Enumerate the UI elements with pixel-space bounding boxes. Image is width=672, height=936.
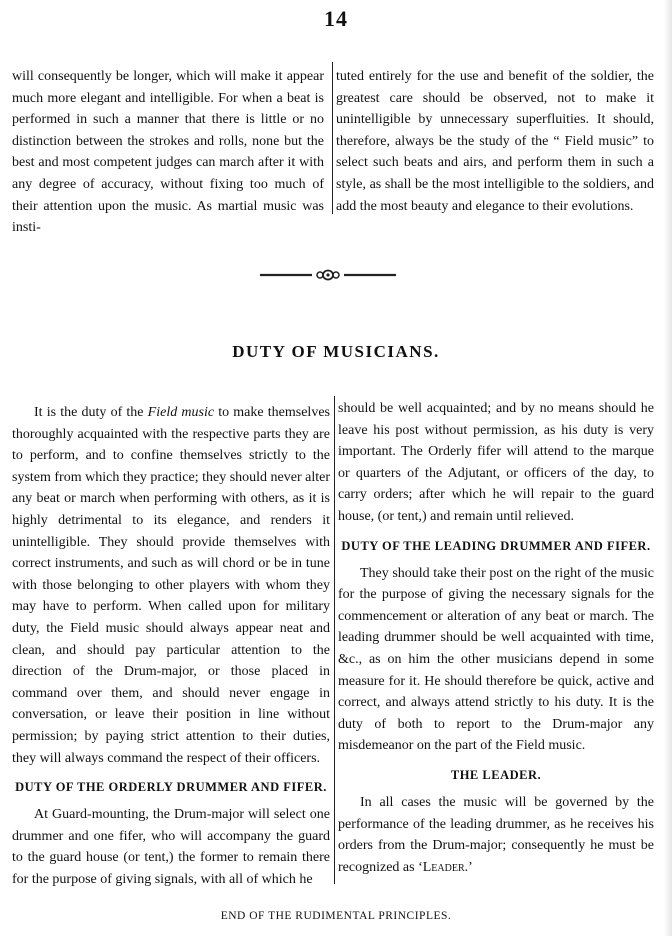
orderly-paragraph-end: should be well acquainted; and by no means should he leave his post without permission, as his duty is very important. The Orderly fifer will attend to the marque or quarters of the Adjutant, or officers of the day, to carry orders; after which he will repair to the guard house, (or tent,) and remain until relieved. xyxy=(338,401,654,524)
section-right-column xyxy=(338,398,654,878)
section-left-column xyxy=(12,402,330,890)
page-edge-shadow xyxy=(664,0,672,936)
field-music-emphasis: Field music xyxy=(147,405,215,420)
leader-paragraph xyxy=(338,792,654,878)
leader-text: In all cases the music will be governed by the performance of the leading drummer, as he receives his orders from the Drum-major; consequently he must be recognized as ‘ xyxy=(338,794,654,875)
ornamental-divider xyxy=(258,268,398,282)
leading-paragraph: They should take their post on the right of the music for the purpose of giving the necessary signals for the commencement or alteration of any beat or march. The leading drummer should be well acquainted with time, &c., as on him the other musicians depend in some measure for it. He should therefore be quick, active and correct, and always attend strictly to his duty. It is the duty of both to report to the Drum-major any misdemeanor on the part of the Field music. xyxy=(338,565,654,754)
section-title: DUTY OF MUSICIANS. xyxy=(232,342,440,361)
leading-heading: DUTY OF THE LEADING DRUMMER AND FIFER. xyxy=(341,538,651,553)
orderly-paragraph-start: At Guard-mounting, the Drum-major will select one drummer and one fifer, who will accompany the guard to the guard house (or tent,) the former to remain there for the purpose of giving signals, with all of which he xyxy=(12,807,330,887)
page-number: 14 xyxy=(324,6,348,31)
top-left-paragraph: will consequently be longer, which will make it appear much more elegant and intelligible. For when a beat is performed in such a manner that there is little or no distinction between the strokes and rolls, none but the best and most competent judges can march after it with any degree of accuracy, without fixing too much of their attention upon the music. As martial music was insti- xyxy=(12,69,324,236)
top-left-column xyxy=(12,66,324,239)
intro-paragraph xyxy=(12,402,330,769)
leader-word: Leader xyxy=(422,859,465,875)
top-right-column xyxy=(336,66,654,217)
leader-text-end: .’ xyxy=(464,859,473,875)
intro-prefix: It is the duty of the xyxy=(34,405,148,420)
column-divider-main xyxy=(334,396,335,884)
top-right-paragraph: tuted entirely for the use and benefit of the soldier, the greatest care should be observed, not to make it unintelligible by unnecessary superfluities. It should, therefore, always be the study of the “ Field music” to select such beats and airs, and perform them in such a style, as shall be the most intelligible to the soldiers, and add the most beauty and elegance to their evolutions. xyxy=(336,69,654,214)
leader-heading: THE LEADER. xyxy=(450,767,542,782)
orderly-heading: DUTY OF THE ORDERLY DRUMMER AND FIFER. xyxy=(15,780,327,795)
column-divider-top xyxy=(332,62,333,214)
footer-text: END OF THE RUDIMENTAL PRINCIPLES. xyxy=(220,910,452,922)
intro-body: to make themselves thoroughly acquainted with the respective parts they are to perform, and to confine themselves strictly to the system from which they practice; they should never alter any beat or march when performing with others, as it is highly detrimental to its elegance, and renders it unintelligible. They should provide themselves with correct instruments, and such as will chord or be in tune with those belonging to other players with whom they may have to perform. When called upon for military duty, the Field music should always appear neat and clean, and should pay particular attention to the direction of the Drum-major, or those placed in command over them, and should never engage in conversation, or leave their position in line without permission; by paying strict attention to their duties, they will always command the respect of their officers. xyxy=(12,405,331,766)
